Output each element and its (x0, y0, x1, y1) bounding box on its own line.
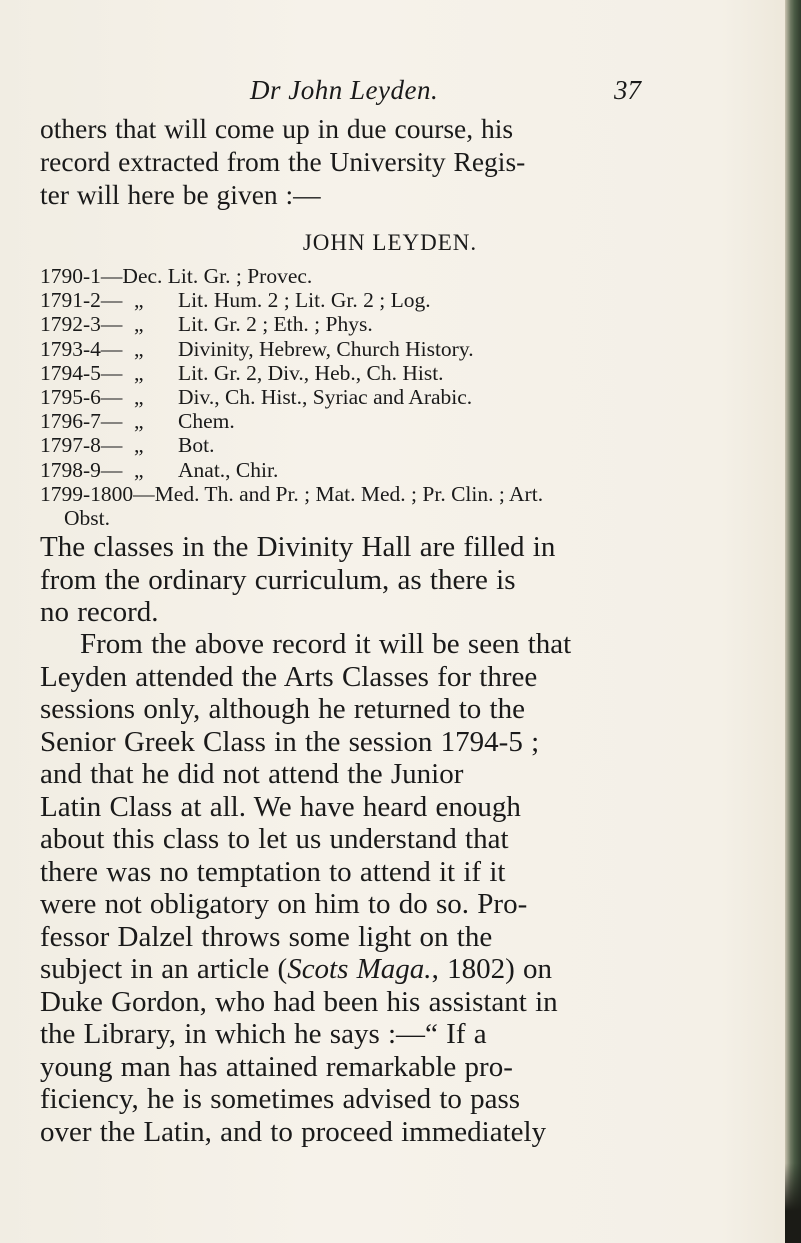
register-ditto: Dec. (122, 264, 163, 288)
register-courses: Anat., Chir. (178, 457, 279, 482)
text-line: Leyden attended the Arts Classes for three (40, 660, 538, 693)
register-row (40, 433, 780, 457)
register-row (40, 385, 780, 409)
register-ditto: „ (134, 409, 144, 434)
register-row (40, 409, 780, 433)
register-courses: Lit. Gr. 2, Div., Heb., Ch. Hist. (178, 360, 444, 385)
register-ditto: „ (134, 457, 144, 482)
register-courses: Div., Ch. Hist., Syriac and Arabic. (178, 385, 473, 410)
page-number: 37 (614, 75, 641, 105)
text-fragment: subject in an article ( (40, 953, 288, 985)
text-line: about this class to let us understand that (40, 823, 509, 855)
register-year: 1796-7— (40, 409, 123, 434)
text-line: and that he did not attend the Junior (40, 758, 464, 790)
register-year: 1795-6— (40, 385, 123, 410)
register-row (40, 482, 780, 506)
text-line: ficiency, he is sometimes advised to pass (40, 1083, 521, 1115)
text-line: Latin Class at all. We have heard enough (40, 790, 521, 823)
text-line: young man has attained remarkable pro- (40, 1050, 513, 1083)
text-line: fessor Dalzel throws some light on the (40, 920, 493, 953)
register-row (40, 458, 780, 482)
register-ditto: „ (134, 385, 144, 410)
register-row (40, 312, 780, 336)
text-line: Senior Greek Class in the session 1794-5 ; (40, 725, 540, 758)
intro-paragraph (40, 112, 770, 211)
text-line: Duke Gordon, who had been his assistant in (40, 985, 558, 1018)
register-courses: Divinity, Hebrew, Church History. (178, 336, 474, 361)
journal-title: Scots Maga. (287, 953, 432, 985)
divinity-paragraph (40, 531, 770, 629)
register-heading: JOHN LEYDEN. (302, 230, 478, 255)
register-ditto: „ (134, 312, 144, 337)
register-row (40, 337, 780, 361)
text-line: there was no temptation to attend it if it (40, 855, 506, 888)
register-year: 1798-9— (40, 457, 123, 482)
register-last-continuation: Obst. (64, 506, 110, 531)
register-ditto: „ (134, 433, 144, 458)
register-year: 1790-1— (40, 264, 123, 288)
book-spine-edge (785, 0, 801, 1243)
text-line: over the Latin, and to proceed immediately (40, 1115, 547, 1148)
text-fragment: , 1802) on (431, 953, 552, 985)
university-register (40, 264, 780, 530)
register-courses: Bot. (178, 433, 215, 458)
text-line: the Library, in which he says :—“ If a (40, 1018, 487, 1050)
register-courses: Chem. (178, 409, 235, 434)
register-ditto: „ (134, 360, 144, 385)
register-ditto: „ (134, 288, 144, 313)
page-header (0, 75, 780, 115)
text-line: record extracted from the University Regis- (40, 146, 526, 177)
register-ditto: „ (134, 336, 144, 361)
register-courses: Lit. Gr. ; Provec. (167, 264, 313, 288)
book-spine-shadow (785, 1163, 801, 1243)
register-courses: Lit. Hum. 2 ; Lit. Gr. 2 ; Log. (178, 288, 431, 313)
text-line: ter will here be given :— (40, 179, 321, 210)
register-year: 1793-4— (40, 336, 123, 361)
register-year: 1791-2— (40, 288, 123, 313)
text-line: were not obligatory on him to do so. Pro- (40, 888, 528, 920)
register-year: 1794-5— (40, 360, 123, 385)
register-row-continuation (40, 506, 780, 530)
register-year: 1792-3— (40, 312, 123, 337)
register-year: 1797-8— (40, 433, 123, 458)
text-line: others that will come up in due course, his (40, 113, 514, 144)
text-line: From the above record it will be seen that (80, 628, 572, 660)
record-paragraph (40, 628, 770, 1148)
text-line: sessions only, although he returned to the (40, 693, 525, 725)
register-courses: Lit. Gr. 2 ; Eth. ; Phys. (178, 312, 373, 337)
text-line: no record. (40, 596, 159, 628)
text-line: The classes in the Divinity Hall are filled in (40, 531, 556, 563)
running-head: Dr John Leyden. (250, 75, 439, 105)
register-row (40, 361, 780, 385)
text-line (40, 953, 770, 986)
register-row (40, 288, 780, 312)
register-row (40, 264, 780, 288)
text-line: from the ordinary curriculum, as there is (40, 563, 516, 596)
register-last-line: 1799-1800—Med. Th. and Pr. ; Mat. Med. ; Pr. Clin. ; Art. (40, 481, 544, 506)
